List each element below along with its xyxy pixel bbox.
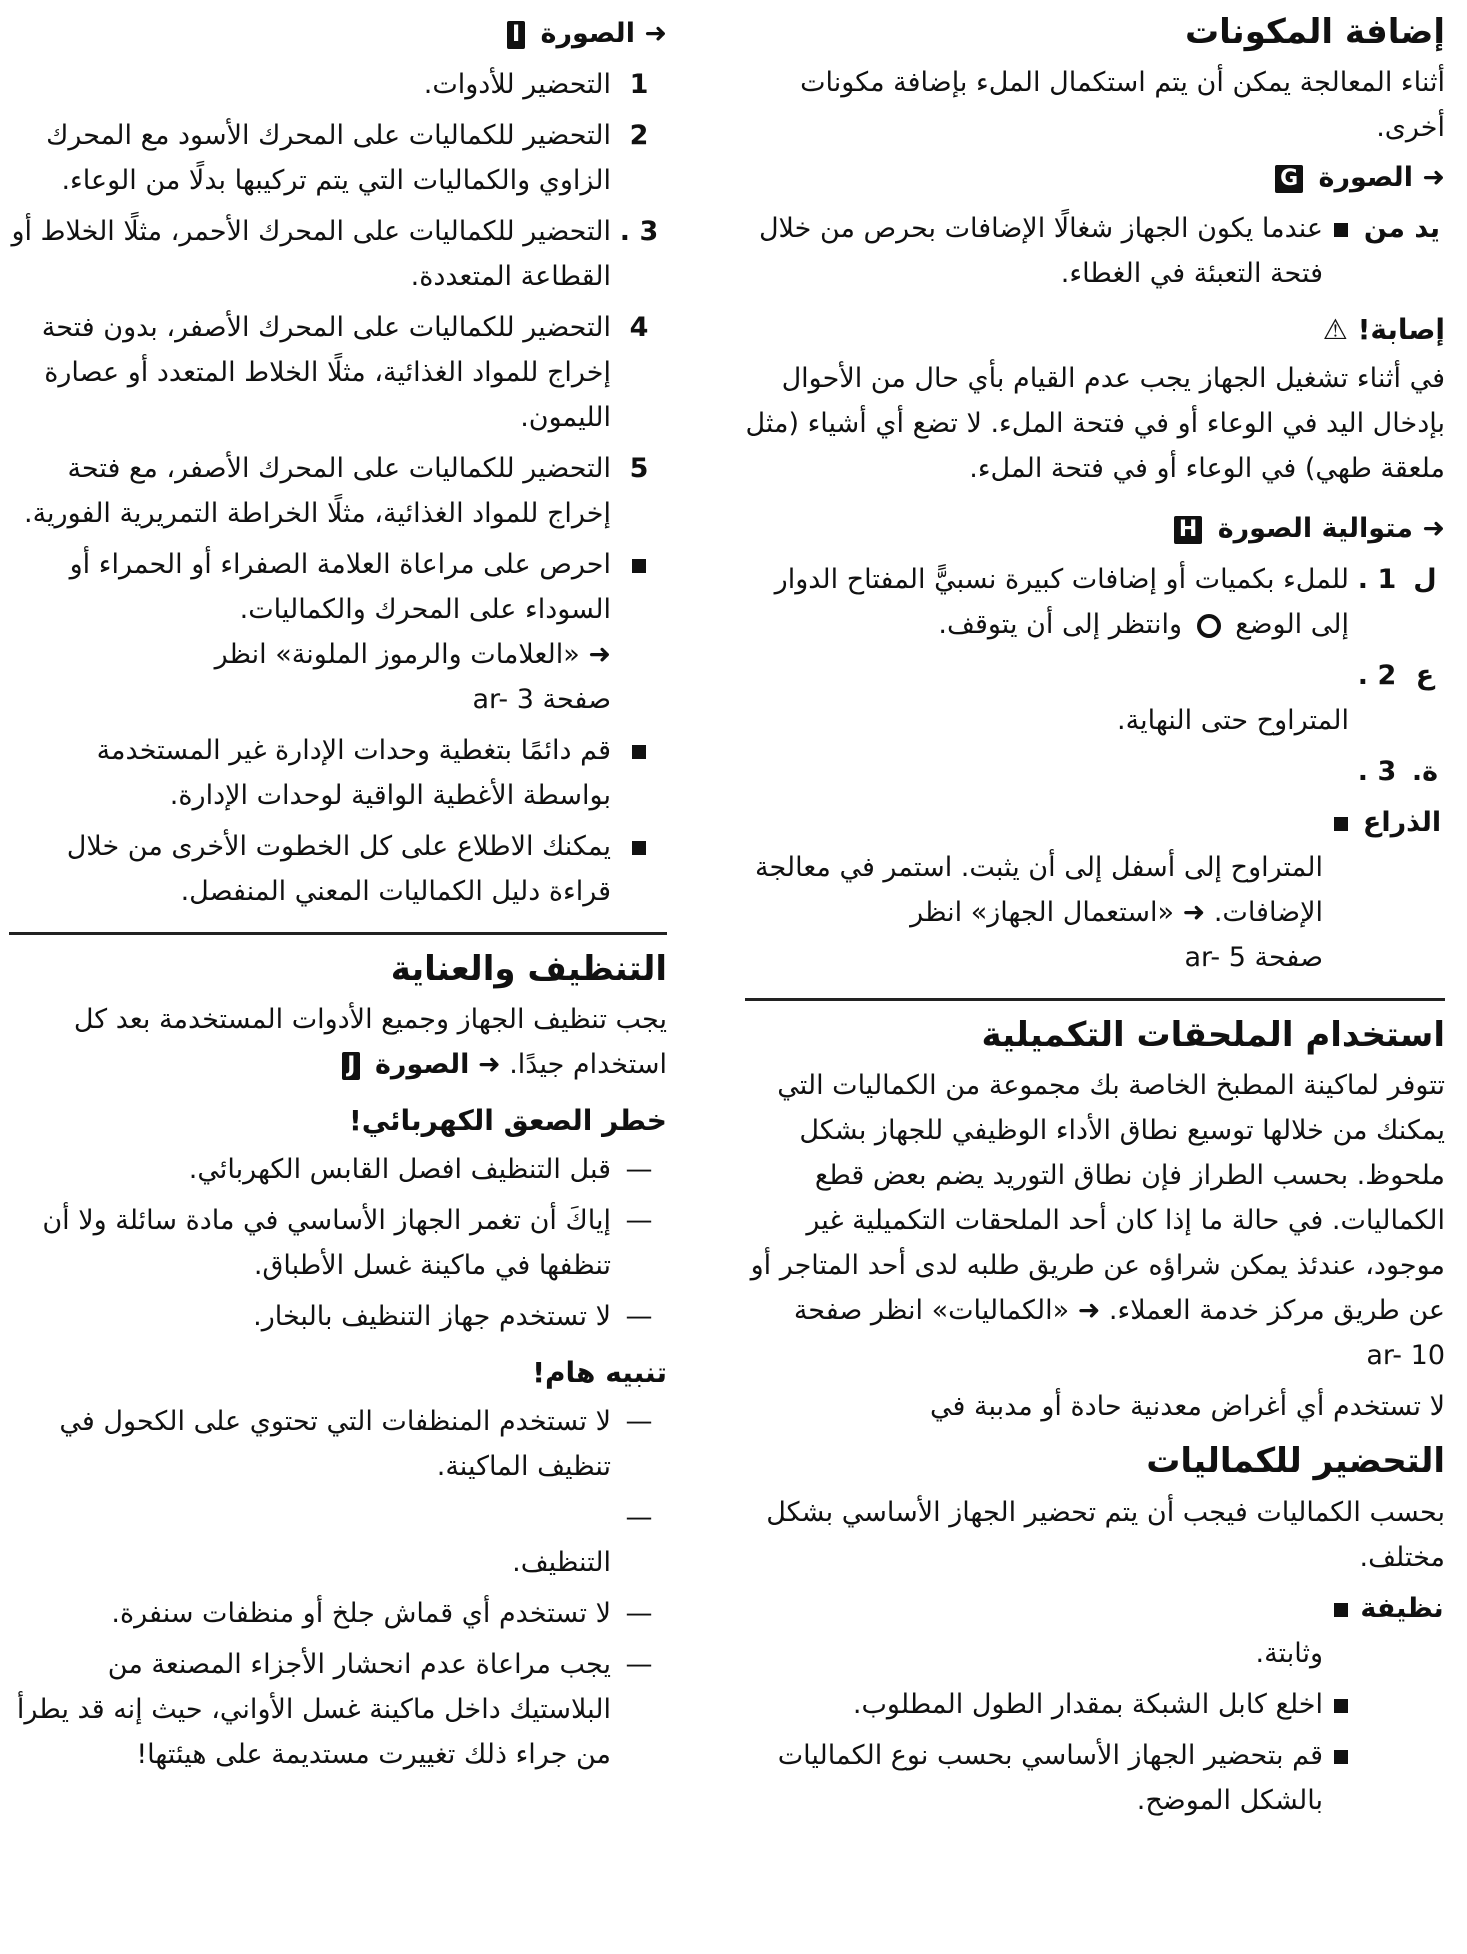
section-title-accessories: استخدام الملحقات التكميلية xyxy=(981,1015,1445,1056)
section-title-cleaning: التنظيف والعناية xyxy=(390,949,667,989)
dash-bullet-icon: — xyxy=(625,1154,653,1186)
figure-ref-label: الصورة xyxy=(540,18,635,49)
list-item-text: لا تستخدم المنظفات التي تحتوي على الكحول في تنظيف الماكينة. xyxy=(59,1406,611,1483)
step-number: 1 xyxy=(629,69,649,100)
step-number: 5 xyxy=(629,453,649,484)
cut-off-text: ل xyxy=(1413,564,1437,596)
list-item-text: التنظيف. xyxy=(512,1547,611,1579)
step-item xyxy=(9,62,667,107)
arrow-right-icon: ➜ xyxy=(588,639,611,670)
section-title-prepare-accessories: التحضير للكماليات xyxy=(1146,1441,1445,1482)
warning-label: إصابة! xyxy=(1357,313,1445,347)
list-item-text: المتراوح إلى أسفل إلى أن يثبت. استمر في معالجة الإضافات. xyxy=(755,852,1323,929)
step-item xyxy=(745,557,1445,647)
figure-ref-label: متوالية الصورة xyxy=(1217,513,1413,545)
section-title-add-ingredients: إضافة المكونات xyxy=(1185,12,1445,52)
list-item xyxy=(745,206,1445,296)
dash-bullet-icon: — xyxy=(625,1406,653,1438)
warning-label: تنبيه هام! xyxy=(532,1356,667,1390)
warning-injury xyxy=(745,308,1445,352)
warning-important xyxy=(9,1351,667,1395)
square-bullet-icon xyxy=(1334,223,1348,237)
arrow-right-icon: ➜ xyxy=(1422,513,1445,545)
figure-letter-g: G xyxy=(1275,165,1303,193)
arrow-right-icon: ➜ xyxy=(644,18,667,49)
square-bullet-icon xyxy=(632,559,646,573)
square-bullet-icon xyxy=(632,745,646,759)
figure-letter-i: I xyxy=(507,21,525,49)
cross-ref-text: «استعمال الجهاز» انظر xyxy=(910,897,1174,929)
list-item xyxy=(9,1147,667,1192)
figure-ref-i xyxy=(9,12,667,56)
dash-bullet-icon: — xyxy=(625,1502,653,1534)
list-item-text: قبل التنظيف افصل القابس الكهربائي. xyxy=(188,1154,611,1186)
step-item xyxy=(9,209,667,299)
circle-position-icon xyxy=(1197,614,1221,638)
list-item xyxy=(9,1591,667,1636)
right-column xyxy=(745,0,1445,1829)
step-item xyxy=(9,113,667,203)
list-item xyxy=(745,1682,1445,1727)
list-item xyxy=(9,1399,667,1489)
prep-intro-text: بحسب الكماليات فيجب أن يتم تحضير الجهاز الأساسي بشكل مختلف. xyxy=(766,1496,1445,1573)
step-number: 3 . xyxy=(619,216,659,247)
figure-ref-g xyxy=(745,156,1445,200)
list-item xyxy=(9,1642,667,1777)
step-text: للملء بكميات أو إضافات كبيرة نسبيًّ xyxy=(934,564,1349,596)
list-item xyxy=(9,728,667,818)
figure-letter-j: J xyxy=(342,1052,360,1080)
step-number: 2 . xyxy=(1357,660,1397,692)
list-item-text: لا تستخدم جهاز التنظيف بالبخار. xyxy=(253,1301,611,1333)
dash-bullet-icon: — xyxy=(625,1205,653,1237)
step-text: التحضير للكماليات على المحرك الأصفر، بدون فتحة إخراج للمواد الغذائية، مثلًا الخلاط المتعدد أو عصارة الليمون. xyxy=(41,312,611,433)
list-item xyxy=(9,1198,667,1288)
figure-letter-h: H xyxy=(1174,516,1202,544)
list-item-text: يجب مراعاة عدم انحشار الأجزاء المصنعة من البلاستيك داخل ماكينة غسل الأواني، حيث إنه قد يطرأ من جراء ذلك تغييرت مستديمة على هيئتها! xyxy=(16,1649,611,1771)
step-text: التحضير للكماليات على المحرك الأحمر، مثلًا الخلاط أو القطاعة المتعددة. xyxy=(11,216,611,292)
add-intro-text: أثناء المعالجة يمكن أن يتم استكمال الملء بإضافة مكونات أخرى. xyxy=(800,67,1445,144)
list-item-text: يمكنك الاطلاع على كل الخطوت الأخرى من خلال قراءة دليل الكماليات المعني المنفصل. xyxy=(66,831,611,907)
figure-ref-label: الصورة xyxy=(374,1049,470,1081)
arrow-right-icon: ➜ xyxy=(478,1049,501,1081)
list-item-text: لا تستخدم أي قماش جلخ أو منظفات سنفرة. xyxy=(111,1598,611,1630)
step-item xyxy=(745,653,1445,743)
cut-off-text: نظيفة xyxy=(1360,1592,1444,1624)
dash-bullet-icon: — xyxy=(625,1598,653,1630)
left-column xyxy=(9,0,667,1783)
injury-warning-text: في أثناء تشغيل الجهاز يجب عدم القيام بأي حال من الأحوال بإدخال اليد في الوعاء أو في فتحة الملء. لا تضع أي أشياء (مثل ملعقة طهي) في الوعاء أو في فتحة الملء. xyxy=(745,363,1445,485)
list-item-text: قم دائمًا بتغطية وحدات الإدارة غير المستخدمة بواسطة الأغطية الواقية لوحدات الإدارة. xyxy=(96,735,611,811)
step-text: التحضير للكماليات على المحرك الأصفر، مع فتحة إخراج للمواد الغذائية، مثلًا الخراطة التمريرية الفورية. xyxy=(23,453,611,529)
step-item xyxy=(9,446,667,536)
cut-off-text: الذراع xyxy=(1362,807,1442,839)
list-item-text: عندما يكون الجهاز شغالًا الإضافات بحرص من خلال فتحة التعبئة في الغطاء. xyxy=(758,213,1323,290)
warning-label: خطر الصعق الكهربائي! xyxy=(348,1104,667,1138)
step-text: التحضير للكماليات على المحرك الأسود مع المحرك الزاوي والكماليات التي يتم تركيبها بدلًا من الوعاء. xyxy=(46,120,611,196)
page-ref: ar- 3 xyxy=(472,684,534,715)
list-item-text: وثابتة. xyxy=(1255,1637,1323,1669)
list-item xyxy=(9,824,667,914)
cross-ref-text: «الكماليات» انظر xyxy=(870,1295,1070,1327)
page-word: صفحة xyxy=(793,1295,863,1327)
warning-electric-shock xyxy=(9,1099,667,1143)
cut-off-text: يد من xyxy=(1363,213,1441,245)
square-bullet-icon xyxy=(1334,1699,1348,1713)
list-item-text: اخلع كابل الشبكة بمقدار الطول المطلوب. xyxy=(852,1688,1323,1720)
list-item-text: قم بتحضير الجهاز الأساسي بحسب نوع الكماليات بالشكل الموضح. xyxy=(777,1739,1323,1816)
page-ref: ar- 10 xyxy=(1366,1340,1445,1372)
cross-ref-text: «العلامات والرموز الملونة» انظر xyxy=(214,639,580,670)
arrow-right-icon: ➜ xyxy=(1182,897,1206,929)
step-text: التحضير للأدوات. xyxy=(423,69,611,100)
step-text: المفتاح الدوار إلى الوضع xyxy=(774,564,1349,641)
cut-off-text: ة. xyxy=(1411,756,1439,788)
square-bullet-icon xyxy=(1334,1750,1348,1764)
page-word: صفحة xyxy=(1254,942,1323,974)
square-bullet-icon xyxy=(1334,817,1348,831)
warning-triangle-icon: ⚠ xyxy=(1322,313,1348,347)
list-item xyxy=(745,1586,1445,1676)
step-item xyxy=(745,749,1445,794)
list-item xyxy=(745,800,1445,980)
arrow-right-icon: ➜ xyxy=(1422,162,1445,194)
step-number: 2 xyxy=(629,120,649,151)
page-word: صفحة xyxy=(542,684,611,715)
stray-text-line: لا تستخدم أي أغراض معدنية حادة أو مدببة في xyxy=(929,1391,1445,1423)
list-item xyxy=(9,1495,667,1585)
square-bullet-icon xyxy=(632,841,646,855)
step-number: 3 . xyxy=(1357,756,1397,788)
step-text: المتراوح حتى النهاية. xyxy=(1117,705,1349,737)
step-number: 4 xyxy=(629,312,649,343)
dash-bullet-icon: — xyxy=(625,1301,653,1333)
section-divider xyxy=(9,932,667,935)
step-number: 1 . xyxy=(1357,564,1397,596)
page-ref: ar- 5 xyxy=(1184,942,1246,974)
cleaning-text: يجب تنظيف الجهاز وجميع الأدوات المستخدمة بعد كل استخدام جيدًا. xyxy=(73,1004,667,1081)
cut-off-text: ع xyxy=(1415,660,1435,692)
figure-ref-h xyxy=(745,507,1445,551)
dash-bullet-icon: — xyxy=(625,1649,653,1681)
figure-ref-label: الصورة xyxy=(1318,162,1413,194)
accessories-text: تتوفر لماكينة المطبخ الخاصة بك مجموعة من الكماليات التي يمكنك من خلالها توسيع نطاق الأداء الوظيفي للجهاز بشكل ملحوظ. بحسب الطراز فإن نطاق التوريد يضم بعض قطع الكماليات. في حالة ما إذا كان أحد الملحقات التكميلية غير موجود، عندئذ يمكن شراؤه عن طريق طلبه لدى أحد المتاجر أو عن طريق مركز خدمة العملاء. xyxy=(750,1070,1445,1327)
section-divider xyxy=(745,998,1445,1001)
step-text: وانتظر إلى أن يتوقف. xyxy=(938,609,1183,641)
list-item xyxy=(9,542,667,722)
list-item-text: إياكَ أن تغمر الجهاز الأساسي في مادة سائلة ولا أن تنظفها في ماكينة غسل الأطباق. xyxy=(42,1205,611,1282)
list-item-text: احرص على مراعاة العلامة الصفراء أو الحمراء أو السوداء على المحرك والكماليات. xyxy=(69,549,611,625)
arrow-right-icon: ➜ xyxy=(1077,1295,1101,1327)
step-item xyxy=(9,305,667,440)
square-bullet-icon xyxy=(1334,1603,1348,1617)
list-item xyxy=(9,1294,667,1339)
list-item xyxy=(745,1733,1445,1823)
